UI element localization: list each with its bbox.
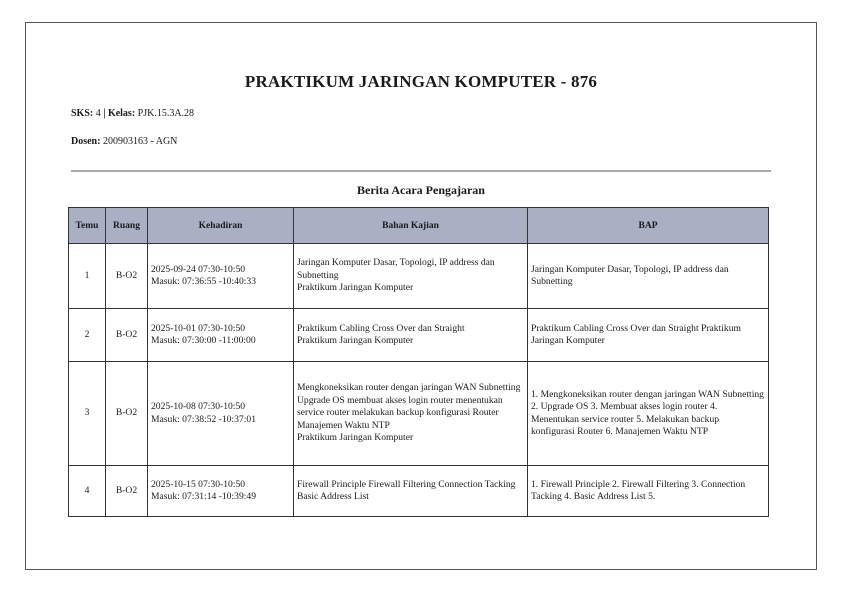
ruang-cell: B-O2: [106, 466, 148, 517]
header-temu: Temu: [69, 208, 106, 244]
ruang-cell: B-O2: [106, 244, 148, 309]
table-header-row: [69, 208, 769, 244]
masuk-text: Masuk: 07:31:14 -10:39:49: [151, 491, 256, 502]
header-ruang: Ruang: [106, 208, 148, 244]
bahan-text: Praktikum Jaringan Komputer: [297, 282, 414, 294]
bahan-kajian-cell: [294, 362, 528, 466]
masuk-text: Masuk: 07:38:52 -10:37:01: [151, 413, 256, 425]
table-row: [69, 362, 769, 466]
course-meta: [71, 108, 194, 119]
section-title: Berita Acara Pengajaran: [357, 183, 485, 197]
header-bap: BAP: [528, 208, 769, 244]
sks-label: SKS:: [71, 108, 94, 119]
jadwal-text: 2025-10-08 07:30-10:50: [151, 401, 246, 413]
masuk-text: Masuk: 07:36:55 -10:40:33: [151, 276, 256, 287]
bahan-text: Firewall Principle Firewall Filtering Connection Tacking Basic Address List: [297, 478, 516, 502]
table-row: [69, 244, 769, 309]
kehadiran-cell: [148, 309, 294, 362]
jadwal-text: 2025-09-24 07:30-10:50: [151, 263, 246, 275]
bahan-text: Mengkoneksikan router dengan jaringan WAN Subnetting Upgrade OS membuat akses login router menentukan service router melakukan backup konfigurasi Router Manajemen Waktu NTP: [297, 382, 521, 431]
sks-value: 4: [95, 108, 101, 119]
bap-cell: 1. Mengkoneksikan router dengan jaringan WAN Subnetting 2. Upgrade OS 3. Membuat akses login router 4. Menentukan service router 5. Melakukan backup konfigurasi Router 6. Manajemen Waktu NTP: [528, 362, 769, 466]
meta-separator: |: [103, 108, 106, 119]
page-title: PRAKTIKUM JARINGAN KOMPUTER - 876: [244, 72, 598, 91]
bap-cell: 1. Firewall Principle 2. Firewall Filtering 3. Connection Tacking 4. Basic Address List 5.: [528, 466, 769, 517]
kehadiran-cell: [148, 244, 294, 309]
lecturer-meta: [71, 136, 177, 147]
dosen-value: 200903163 - AGN: [102, 136, 178, 147]
temu-cell: 4: [69, 466, 106, 517]
jadwal-text: 2025-10-15 07:30-10:50: [151, 478, 246, 490]
attendance-table: [68, 207, 769, 517]
ruang-cell: B-O2: [106, 362, 148, 466]
section-divider: [71, 170, 771, 172]
bahan-kajian-cell: [294, 244, 528, 309]
bap-cell: Praktikum Cabling Cross Over dan Straight Praktikum Jaringan Komputer: [528, 309, 769, 362]
bahan-text: Jaringan Komputer Dasar, Topologi, IP address dan Subnetting: [297, 257, 495, 281]
kehadiran-cell: [148, 362, 294, 466]
table-row: [69, 309, 769, 362]
bahan-text: Praktikum Jaringan Komputer: [297, 432, 414, 444]
bahan-text: Praktikum Cabling Cross Over dan Straight: [297, 322, 465, 334]
kehadiran-cell: [148, 466, 294, 517]
bahan-kajian-cell: [294, 309, 528, 362]
header-bahan-kajian: Bahan Kajian: [294, 208, 528, 244]
temu-cell: 1: [69, 244, 106, 309]
bap-cell: Jaringan Komputer Dasar, Topologi, IP address dan Subnetting: [528, 244, 769, 309]
header-kehadiran: Kehadiran: [148, 208, 294, 244]
kelas-value: PJK.15.3A.28: [137, 108, 195, 119]
temu-cell: 3: [69, 362, 106, 466]
kelas-label: Kelas:: [107, 108, 136, 119]
table-row: [69, 466, 769, 517]
masuk-text: Masuk: 07:30:00 -11:00:00: [151, 335, 256, 346]
jadwal-text: 2025-10-01 07:30-10:50: [151, 322, 246, 334]
dosen-label: Dosen:: [71, 136, 101, 147]
temu-cell: 2: [69, 309, 106, 362]
bahan-kajian-cell: [294, 466, 528, 517]
bahan-text: Praktikum Jaringan Komputer: [297, 335, 414, 346]
ruang-cell: B-O2: [106, 309, 148, 362]
